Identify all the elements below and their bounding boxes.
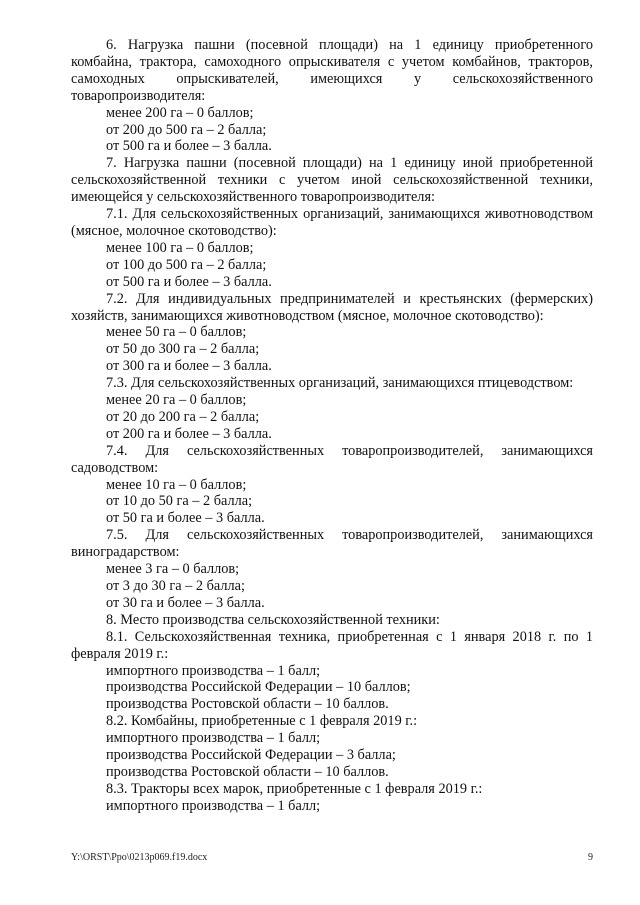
- list-item: от 50 га и более – 3 балла.: [106, 510, 265, 527]
- list-item: от 200 га и более – 3 балла.: [106, 425, 272, 442]
- list-item: менее 100 га – 0 баллов;: [106, 239, 254, 256]
- list-item: импортного производства – 1 балл;: [106, 797, 321, 814]
- list-item: от 300 га и более – 3 балла.: [106, 358, 272, 375]
- footer-page-number: 9: [588, 852, 593, 863]
- list-item: производства Ростовской области – 10 баллов.: [106, 763, 389, 780]
- list-item: от 3 до 30 га – 2 балла;: [106, 578, 245, 594]
- list-item: от 20 до 200 га – 2 балла;: [106, 408, 260, 425]
- paragraph-8-1: 8.1. Сельскохозяйственная техника, приобретенная с 1 января 2018 г. по 1 февраля 2019 г.:: [71, 628, 593, 662]
- list-item: импортного производства – 1 балл;: [106, 730, 321, 747]
- list-item: от 30 га и более – 3 балла.: [106, 594, 265, 611]
- paragraph-6: 6. Нагрузка пашни (посевной площади) на 1 единицу приобретенного комбайна, трактора, самоходного опрыскивателя с учетом комбайнов, тракторов, самоходных опрыскивателей, имеющихся у сельскохозяйственного товаропроизводителя:: [71, 37, 593, 104]
- list-item: менее 50 га – 0 баллов;: [106, 324, 247, 341]
- list-item: от 500 га и более – 3 балла.: [106, 138, 272, 155]
- list-item: от 10 до 50 га – 2 балла;: [106, 493, 253, 510]
- paragraph-7-5: 7.5. Для сельскохозяйственных товаропроизводителей, занимающихся виноградарством:: [71, 527, 593, 561]
- list-item: производства Российской Федерации – 3 балла;: [106, 747, 396, 764]
- list-item: от 200 до 500 га – 2 балла;: [106, 121, 267, 138]
- document-body: [71, 37, 593, 815]
- paragraph-7-4: 7.4. Для сельскохозяйственных товаропроизводителей, занимающихся садоводством:: [71, 442, 593, 476]
- paragraph-7-2: 7.2. Для индивидуальных предпринимателей и крестьянских (фермерских) хозяйств, занимающихся животноводством (мясное, молочное скотоводство):: [71, 290, 593, 324]
- list-item: от 500 га и более – 3 балла.: [106, 273, 272, 290]
- list-item: менее 3 га – 0 баллов;: [106, 561, 240, 578]
- paragraph-7: 7. Нагрузка пашни (посевной площади) на 1 единицу иной приобретенной сельскохозяйственной техники с учетом иной сельскохозяйственной техники, имеющейся у сельскохозяйственного товаропроизводителя:: [71, 155, 593, 206]
- paragraph-8-2: 8.2. Комбайны, приобретенные с 1 февраля 2019 г.:: [106, 713, 418, 730]
- paragraph-8: 8. Место производства сельскохозяйственной техники:: [106, 611, 440, 628]
- list-item: менее 10 га – 0 баллов;: [106, 476, 247, 493]
- list-item: производства Ростовской области – 10 баллов.: [106, 696, 389, 713]
- footer-file-path: Y:\ORST\Ppo\0213p069.f19.docx: [71, 852, 208, 863]
- list-item: менее 200 га – 0 баллов;: [106, 104, 254, 121]
- paragraph-7-3: 7.3. Для сельскохозяйственных организаций, занимающихся птицеводством:: [106, 375, 574, 392]
- list-item: от 50 до 300 га – 2 балла;: [106, 341, 260, 358]
- list-item: импортного производства – 1 балл;: [106, 662, 321, 679]
- list-item: менее 20 га – 0 баллов;: [106, 392, 247, 409]
- list-item: производства Российской Федерации – 10 баллов;: [106, 679, 411, 696]
- paragraph-8-3: 8.3. Тракторы всех марок, приобретенные с 1 февраля 2019 г.:: [106, 780, 483, 797]
- paragraph-7-1: 7.1. Для сельскохозяйственных организаций, занимающихся животноводством (мясное, молочное скотоводство):: [71, 206, 593, 239]
- list-item: от 100 до 500 га – 2 балла;: [106, 256, 267, 273]
